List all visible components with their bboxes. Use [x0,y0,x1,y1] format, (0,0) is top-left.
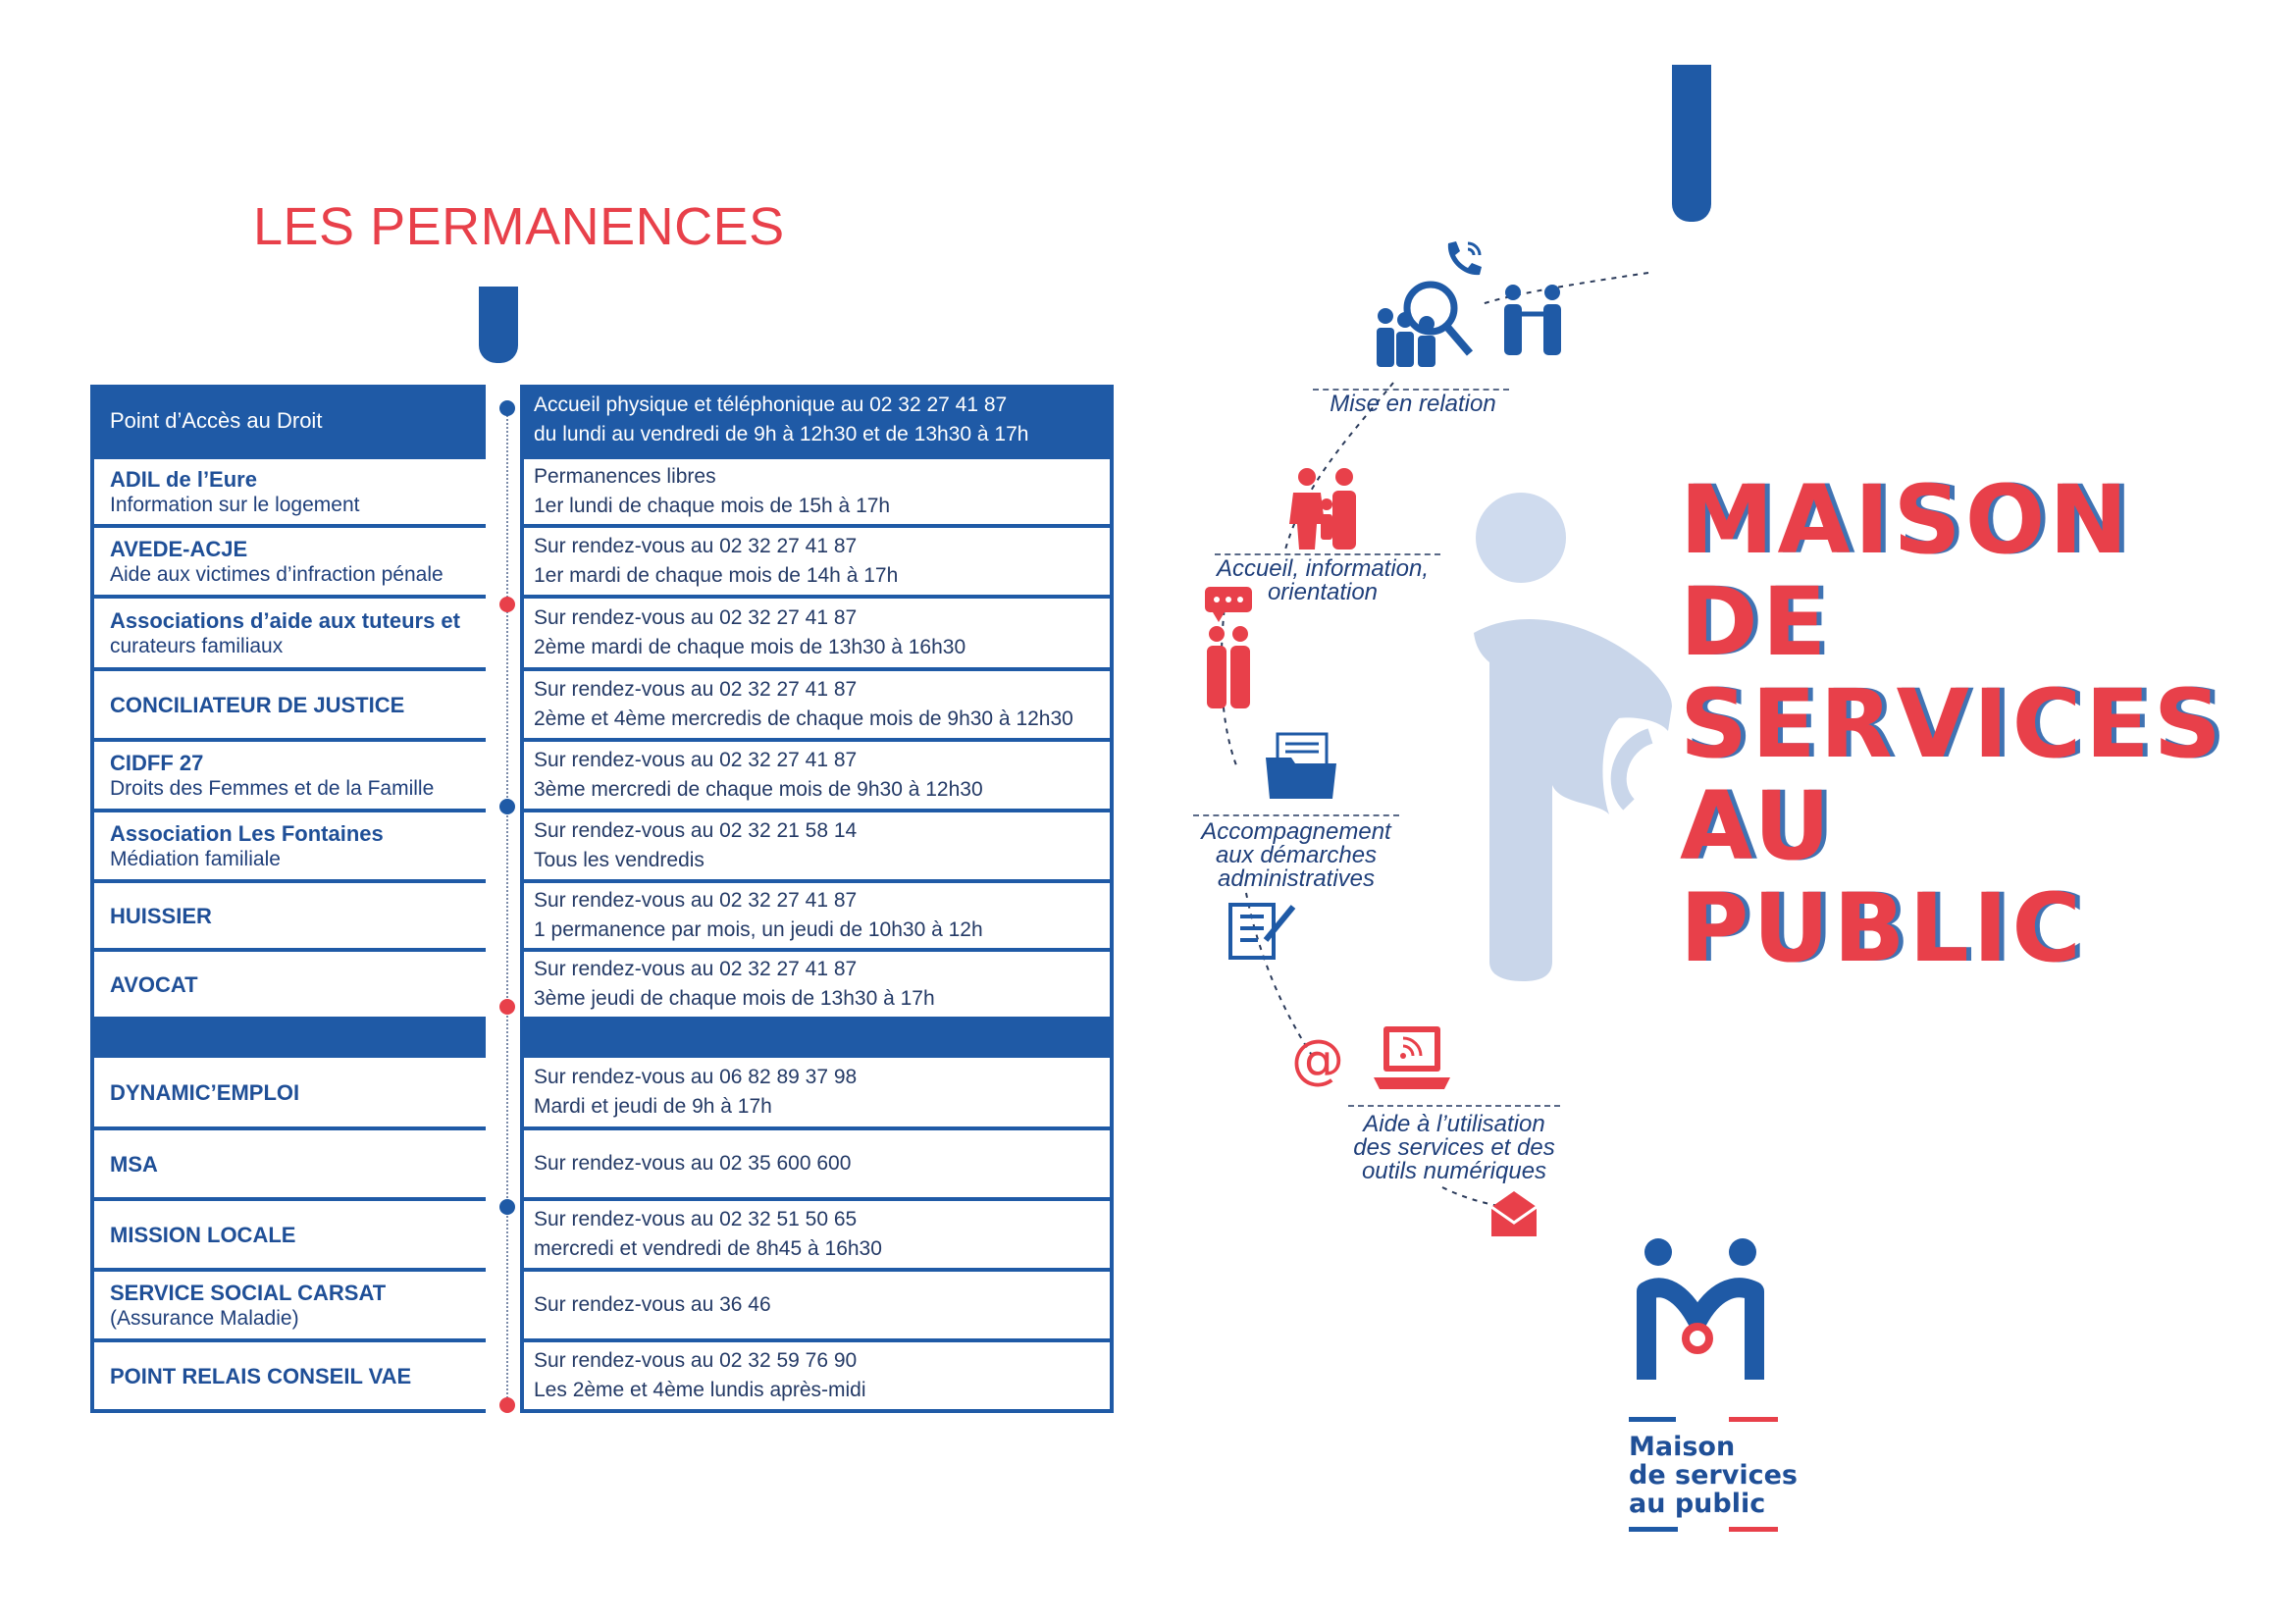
logo-top-rule-red [1729,1417,1778,1422]
table-row-schedule [520,742,1114,812]
svg-text:@: @ [1291,1030,1344,1089]
person-figure [1462,491,1697,981]
schedule-line: Sur rendez-vous au 06 82 89 37 98 [534,1066,858,1088]
schedule-line: Sur rendez-vous au 02 32 51 50 65 [534,1208,858,1230]
table-row-name [90,1058,486,1130]
schedule-line: du lundi au vendredi de 9h à 12h30 et de 13h30 à 17h [534,423,1029,445]
service-name: SERVICE SOCIAL CARSAT [110,1280,387,1305]
service-name: AVOCAT [110,971,198,997]
service-description: Droits des Femmes et de la Famille [110,776,435,800]
timeline-dot [499,1397,515,1413]
schedule-line: Sur rendez-vous au 36 46 [534,1293,771,1316]
service-description: Information sur le logement [110,493,360,516]
page-title: LES PERMANENCES [253,197,785,256]
logo-top-rule-blue [1629,1417,1676,1422]
mail-icon [1487,1189,1540,1238]
service-name: ADIL de l’Eure [110,466,257,492]
service-name: POINT RELAIS CONSEIL VAE [110,1363,412,1388]
logo-bottom-rule-blue [1629,1527,1678,1532]
magnifier-icon [1372,277,1480,375]
service-name: Association Les Fontaines [110,820,384,846]
table-row-schedule [520,1272,1114,1342]
schedule-line: Sur rendez-vous au 02 35 600 600 [534,1152,852,1175]
schedule-line: 3ème jeudi de chaque mois de 13h30 à 17h [534,987,935,1010]
service-name: Point d’Accès au Droit [110,407,323,433]
table-row-name [90,385,486,459]
table-row-name [90,742,486,812]
schedule-line: Sur rendez-vous au 02 32 27 41 87 [534,889,858,912]
service-description: Médiation familiale [110,847,281,870]
people-icon [1287,465,1366,550]
logo-text: Maison de services au public [1629,1432,1798,1519]
schedule-line: 2ème et 4ème mercredis de chaque mois de 9h30 à 12h30 [534,707,1073,730]
service-name: AVEDE-ACJE [110,536,248,561]
schedule-line: Sur rendez-vous au 02 32 27 41 87 [534,749,858,771]
service-description: curateurs familiaux [110,634,284,657]
table-row-schedule [520,1342,1114,1413]
schedule-line: 1er lundi de chaque mois de 15h à 17h [534,495,891,517]
table-row-name [90,952,486,1021]
table-row-name [90,459,486,528]
label-accueil: Accueil, information, orientation [1216,555,1430,605]
table-row-name [90,883,486,952]
timeline-line [506,408,508,1409]
table-row-schedule [520,1058,1114,1130]
schedule-line: Sur rendez-vous au 02 32 27 41 87 [534,606,858,629]
service-name: MSA [110,1151,158,1177]
table-row-schedule [520,952,1114,1021]
schedule-line: mercredi et vendredi de 8h45 à 16h30 [534,1237,882,1260]
at-icon [1289,1030,1350,1089]
table-row-schedule [520,385,1114,459]
table-row-schedule [520,1201,1114,1272]
label-aide: Aide à l’utilisation des services et des outils numériques [1353,1111,1555,1184]
laptop-icon [1372,1022,1452,1093]
schedule-line: 1er mardi de chaque mois de 14h à 17h [534,564,899,587]
msp-logo-icon [1633,1232,1770,1389]
folder-icon [1264,732,1338,801]
table-row-schedule [520,459,1114,528]
timeline-dot [499,1199,515,1215]
schedule-line: Sur rendez-vous au 02 32 21 58 14 [534,819,858,842]
schedule-line: Tous les vendredis [534,849,704,871]
schedule-line: 3ème mercredi de chaque mois de 9h30 à 12h30 [534,778,983,801]
handshake-icon [1497,283,1568,357]
table-row-schedule [520,1021,1114,1058]
schedule-line: Accueil physique et téléphonique au 02 32 27 41 87 [534,393,1008,416]
timeline-dot [499,999,515,1015]
schedule-line: Sur rendez-vous au 02 32 59 76 90 [534,1349,858,1372]
table-row-name [90,1342,486,1413]
schedule-line: Mardi et jeudi de 9h à 17h [534,1095,772,1118]
schedule-line: 2ème mardi de chaque mois de 13h30 à 16h30 [534,636,966,658]
table-row-name [90,1272,486,1342]
table-row-schedule [520,528,1114,599]
service-description: (Assurance Maladie) [110,1306,299,1330]
table-row-name [90,1130,486,1201]
table-row-name [90,671,486,742]
table-row-schedule [520,812,1114,883]
table-row-schedule [520,883,1114,952]
schedule-line: Sur rendez-vous au 02 32 27 41 87 [534,958,858,980]
label-accompagnement: Accompagnement aux démarches administratives [1201,818,1391,892]
aide-dash [1348,1105,1560,1107]
table-row-name [90,528,486,599]
phone-icon [1438,236,1486,283]
logo-bottom-rule-red [1729,1527,1778,1532]
timeline-dot [499,400,515,416]
schedule-line: Sur rendez-vous au 02 32 27 41 87 [534,678,858,701]
timeline-dot [499,597,515,612]
service-name: HUISSIER [110,903,212,928]
service-name: CONCILIATEUR DE JUSTICE [110,692,405,717]
timeline-dot [499,799,515,814]
schedule-line: Sur rendez-vous au 02 32 27 41 87 [534,535,858,557]
table-row-schedule [520,599,1114,671]
service-name: MISSION LOCALE [110,1222,296,1247]
service-name: CIDFF 27 [110,750,204,775]
table-row-name [90,599,486,671]
brand-title: MAISON DE SERVICES AU PUBLIC [1680,465,2225,983]
accompagnement-dash [1193,814,1399,816]
table-row-name [90,1021,486,1058]
table-row-name [90,1201,486,1272]
schedule-line: Permanences libres [534,465,716,488]
service-name: DYNAMIC’EMPLOI [110,1079,300,1105]
service-description: Aide aux victimes d’infraction pénale [110,562,444,586]
label-mise-en-relation: Mise en relation [1330,391,1496,417]
schedule-line: 1 permanence par mois, un jeudi de 10h30 à 12h [534,918,983,941]
schedule-line: Les 2ème et 4ème lundis après-midi [534,1379,866,1401]
table-row-name [90,812,486,883]
table-row-schedule [520,1130,1114,1201]
service-name: Associations d’aide aux tuteurs et [110,607,460,633]
top-right-pill [1672,65,1711,222]
checklist-icon [1226,901,1297,962]
title-pill [479,287,518,363]
table-row-schedule [520,671,1114,742]
